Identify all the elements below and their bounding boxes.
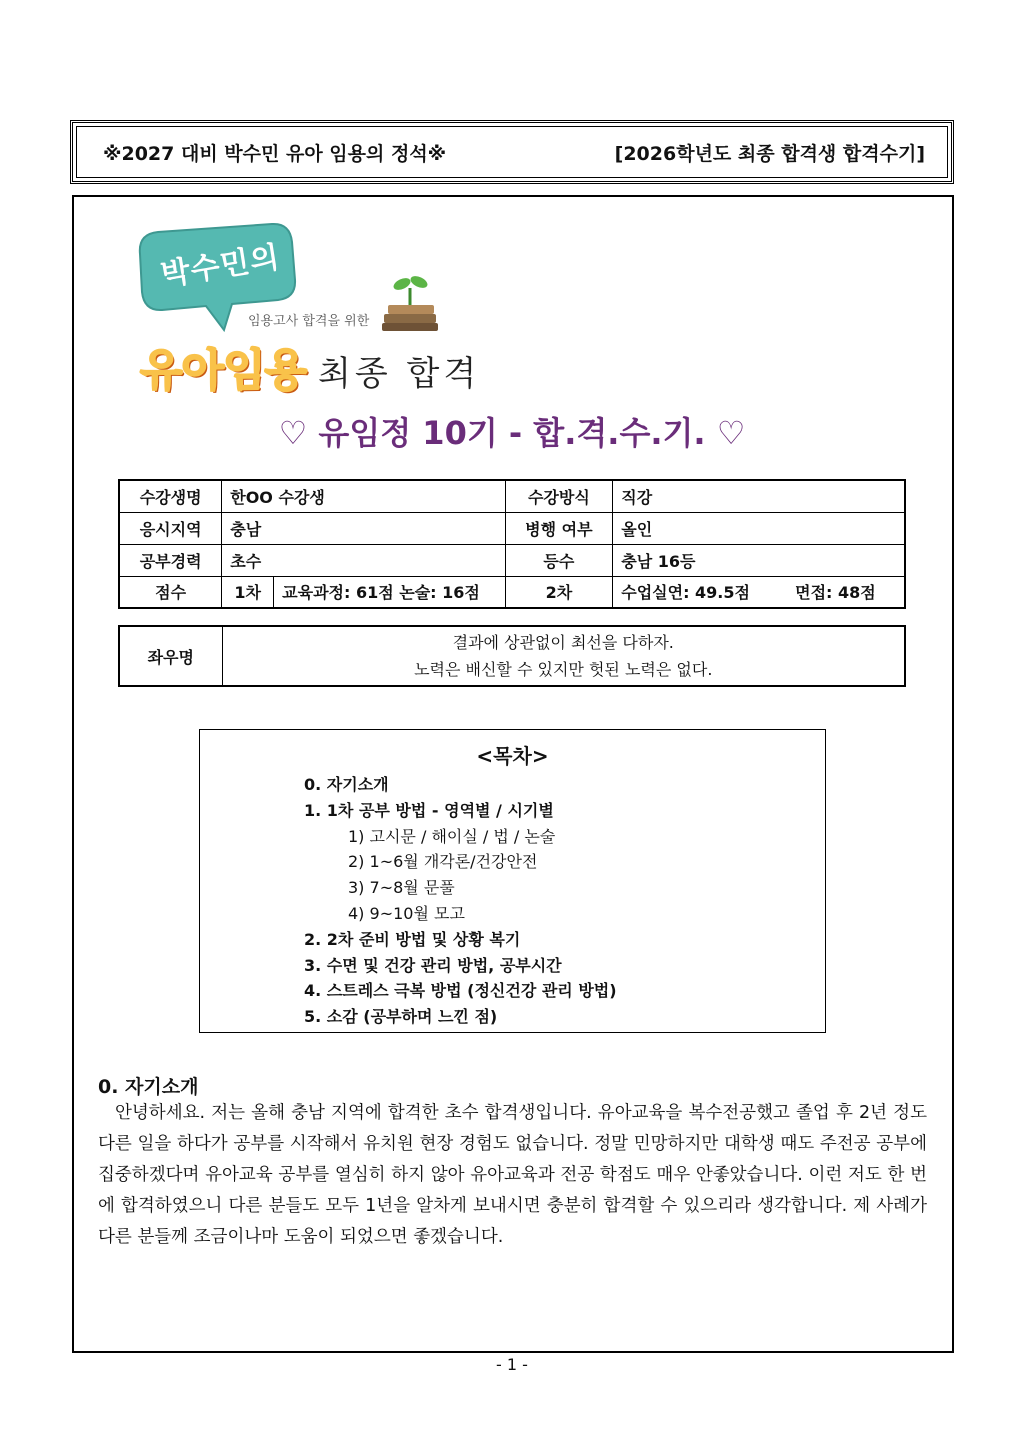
info-value: 올인 (613, 512, 905, 544)
info-value: 초수 (222, 544, 505, 576)
info-value: 충남 (222, 512, 505, 544)
table-of-contents (199, 729, 826, 1033)
logo-tagline: 임용고사 합격을 위한 (248, 314, 370, 329)
toc-subitem: 1) 고시문 / 해이실 / 법 / 논술 (348, 826, 556, 846)
header-right-text: [2026학년도 최종 합격생 합격수기] (614, 142, 925, 165)
score-label: 점수 (119, 576, 222, 608)
section-heading: 0. 자기소개 (98, 1076, 199, 1098)
motto-label: 좌우명 (119, 626, 222, 686)
toc-subitem: 4) 9~10월 모고 (348, 903, 465, 923)
header-inner (76, 126, 948, 178)
toc-subitem: 2) 1~6월 개각론/건강안전 (348, 852, 538, 872)
first-exam-score: 교육과정: 61점 논술: 16점 (274, 576, 505, 608)
document-title: ♡ 유임정 10기 - 합.격.수.기. ♡ (278, 414, 746, 452)
info-label: 공부경력 (119, 544, 222, 576)
section-body (98, 1098, 927, 1253)
table-row (119, 544, 905, 576)
toc-item: 4. 스트레스 극복 방법 (정신건강 관리 방법) (304, 981, 617, 1001)
page-number: - 1 - (496, 1355, 528, 1374)
books-sprout-icon (382, 274, 438, 331)
toc-title: <목차> (476, 744, 549, 768)
toc-item: 1. 1차 공부 방법 - 영역별 / 시기별 (304, 800, 554, 820)
info-label: 수강방식 (505, 480, 613, 512)
header-left-text: ※2027 대비 박수민 유아 임용의 정석※ (103, 142, 447, 165)
motto-text (222, 626, 905, 686)
toc-item: 5. 소감 (공부하며 느낀 점) (304, 1007, 498, 1027)
second-exam-interview-score: 면접: 48점 (795, 583, 876, 603)
toc-list (304, 772, 617, 1030)
info-label: 등수 (505, 544, 613, 576)
second-exam-label: 2차 (505, 576, 613, 608)
toc-subitem: 3) 7~8월 문풀 (348, 878, 455, 898)
document-header (70, 120, 954, 184)
info-label: 수강생명 (119, 480, 222, 512)
info-value: 한OO 수강생 (222, 480, 505, 512)
motto-line: 노력은 배신할 수 있지만 헛된 노력은 없다. (414, 660, 713, 679)
first-exam-label: 1차 (222, 576, 274, 608)
info-value: 충남 16등 (613, 544, 905, 576)
second-exam-score (613, 576, 905, 608)
table-row (119, 480, 905, 512)
info-label: 응시지역 (119, 512, 222, 544)
motto-table (118, 625, 906, 687)
student-info-table (118, 479, 906, 609)
toc-item: 2. 2차 준비 방법 및 상황 복기 (304, 929, 521, 949)
section-paragraph: 안녕하세요. 저는 올해 충남 지역에 합격한 초수 합격생입니다. 유아교육을 복수전공했고 졸업 후 2년 정도 다른 일을 하다가 공부를 시작해서 유치원 현장 경험도 없습니다. 정말 민망하지만 대학생 때도 주전공 공부에 집중하겠다며 유아교육 공부를 열심히 하지 않아 유아교육과 전공 학점도 매우 안좋았습니다. 이런 저도 한 번에 합격하였으니 다른 분들도 모두 1년을 알차게 보내시면 충분히 합격할 수 있으리라 생각합니다. 제 사례가 다른 분들께 조금이나마 도움이 되었으면 좋겠습니다. (98, 1103, 927, 1247)
table-row (119, 626, 905, 686)
info-label: 병행 여부 (505, 512, 613, 544)
second-exam-demo-score: 수업실연: 49.5점 (621, 583, 750, 603)
table-row (119, 512, 905, 544)
logo-main-text: 유아임용 (140, 345, 307, 396)
table-row (119, 576, 905, 608)
motto-line: 결과에 상관없이 최선을 다하자. (452, 633, 674, 652)
toc-item: 3. 수면 및 건강 관리 방법, 공부시간 (304, 955, 562, 975)
logo-bubble-text: 박수민의 (158, 239, 283, 294)
info-value: 직강 (613, 480, 905, 512)
toc-item: 0. 자기소개 (304, 775, 389, 794)
logo-subtitle: 최종 합격 (318, 354, 481, 394)
